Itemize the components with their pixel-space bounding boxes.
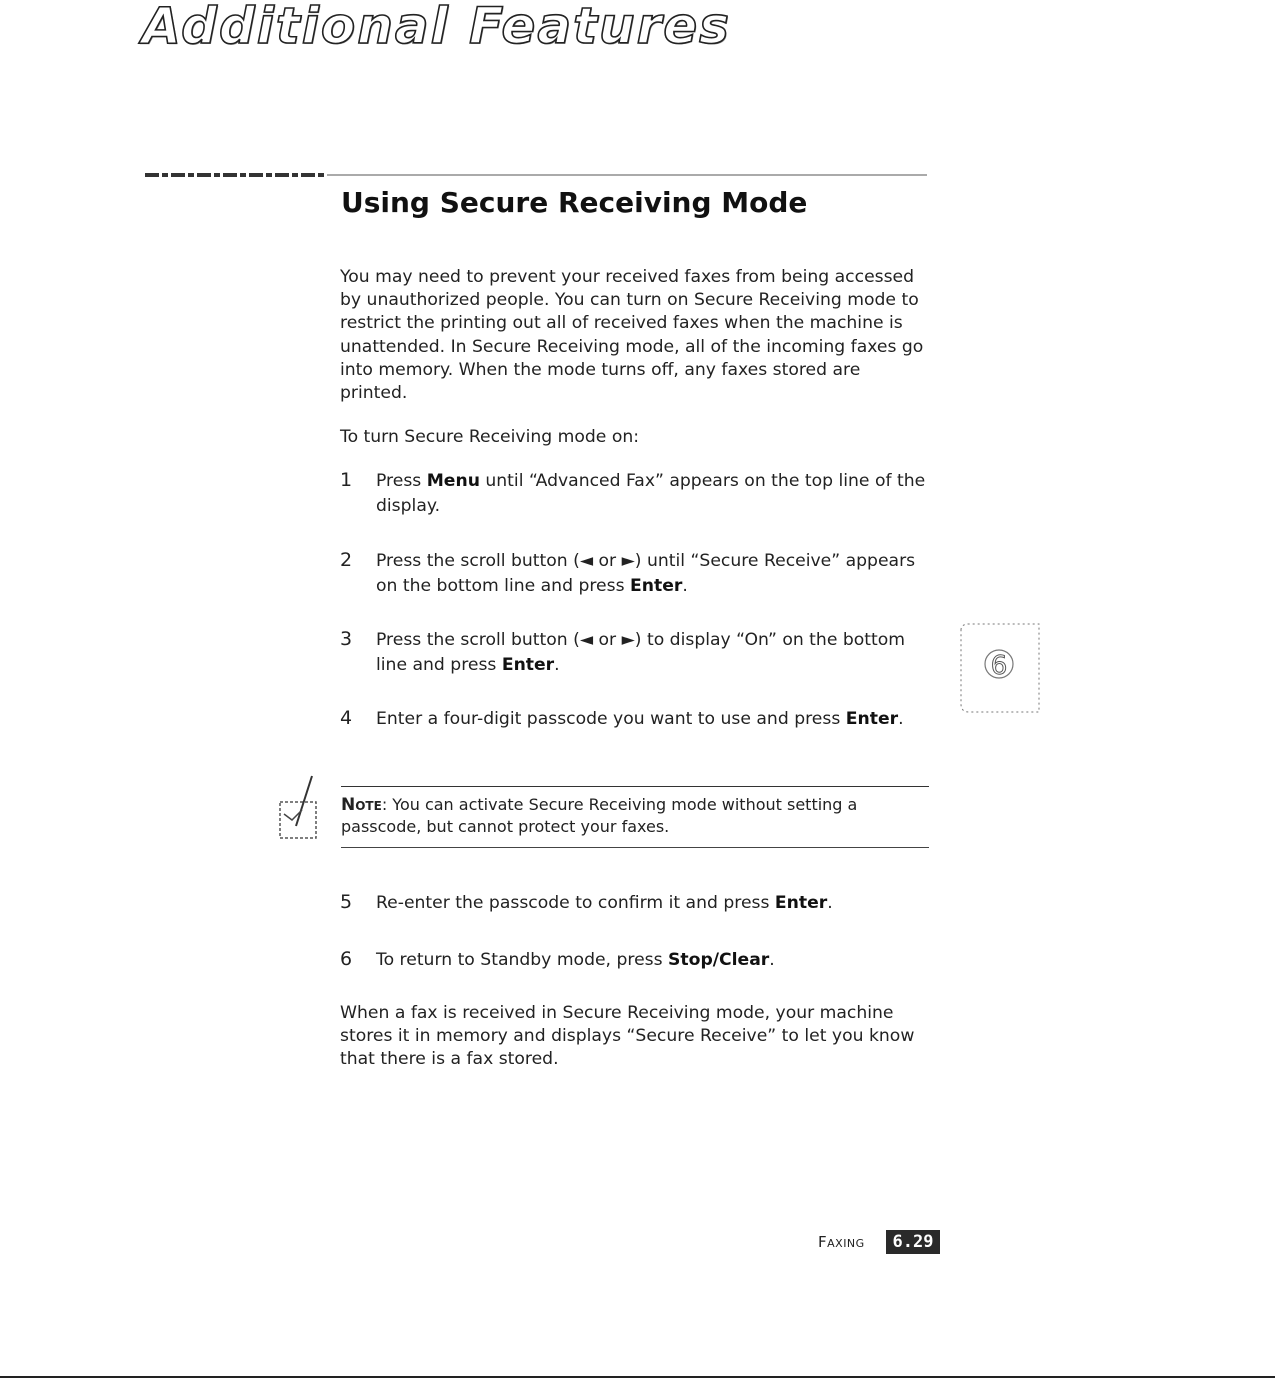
step-number: 6 xyxy=(340,948,353,970)
step-number: 5 xyxy=(340,891,353,913)
footer-section-name: Faxing xyxy=(818,1233,865,1251)
intro-paragraph: You may need to prevent your received faxes from being accessed by unauthorized people. You can turn on Secure Receiving mode to restrict the printing out all of received faxes when the machine is unattended. In Secure Receiving mode, all of the incoming faxes go into memory. When the mode turns off, any faxes stored are printed. xyxy=(340,267,924,404)
header-rule xyxy=(145,171,927,181)
step-number: 2 xyxy=(340,549,353,571)
note-box xyxy=(341,786,929,848)
section-title: Using Secure Receiving Mode xyxy=(341,186,808,219)
page-number: 6.29 xyxy=(886,1230,940,1254)
chapter-tab xyxy=(955,620,1041,715)
step-text: Press the scroll button (◄ or ►) until “Secure Receive” appears on the bottom line and press Enter. xyxy=(376,551,916,596)
step-number: 1 xyxy=(340,469,353,491)
step-text: Press Menu until “Advanced Fax” appears on the top line of the display. xyxy=(376,471,926,516)
closing-paragraph: When a fax is received in Secure Receiving mode, your machine stores it in memory and displays “Secure Receive” to let you know that there is a fax stored. xyxy=(340,1003,915,1070)
step-number: 3 xyxy=(340,628,353,650)
note-text: Note: You can activate Secure Receiving mode without setting a passcode, but cannot protect your faxes. xyxy=(341,795,858,836)
bottom-rule xyxy=(0,1376,1275,1378)
chapter-title: Additional Features xyxy=(142,0,731,55)
step-text: Enter a four-digit passcode you want to use and press Enter. xyxy=(376,709,904,729)
step-text: Re-enter the passcode to confirm it and press Enter. xyxy=(376,893,833,913)
step-text: Press the scroll button (◄ or ►) to display “On” on the bottom line and press Enter. xyxy=(376,630,906,675)
step-text: To return to Standby mode, press Stop/Clear. xyxy=(376,950,775,970)
lead-paragraph: To turn Secure Receiving mode on: xyxy=(340,427,640,447)
chapter-tab-number: 6 xyxy=(990,651,1008,681)
step-number: 4 xyxy=(340,707,353,729)
note-label: Note xyxy=(341,795,382,815)
note-pencil-icon xyxy=(272,774,320,844)
